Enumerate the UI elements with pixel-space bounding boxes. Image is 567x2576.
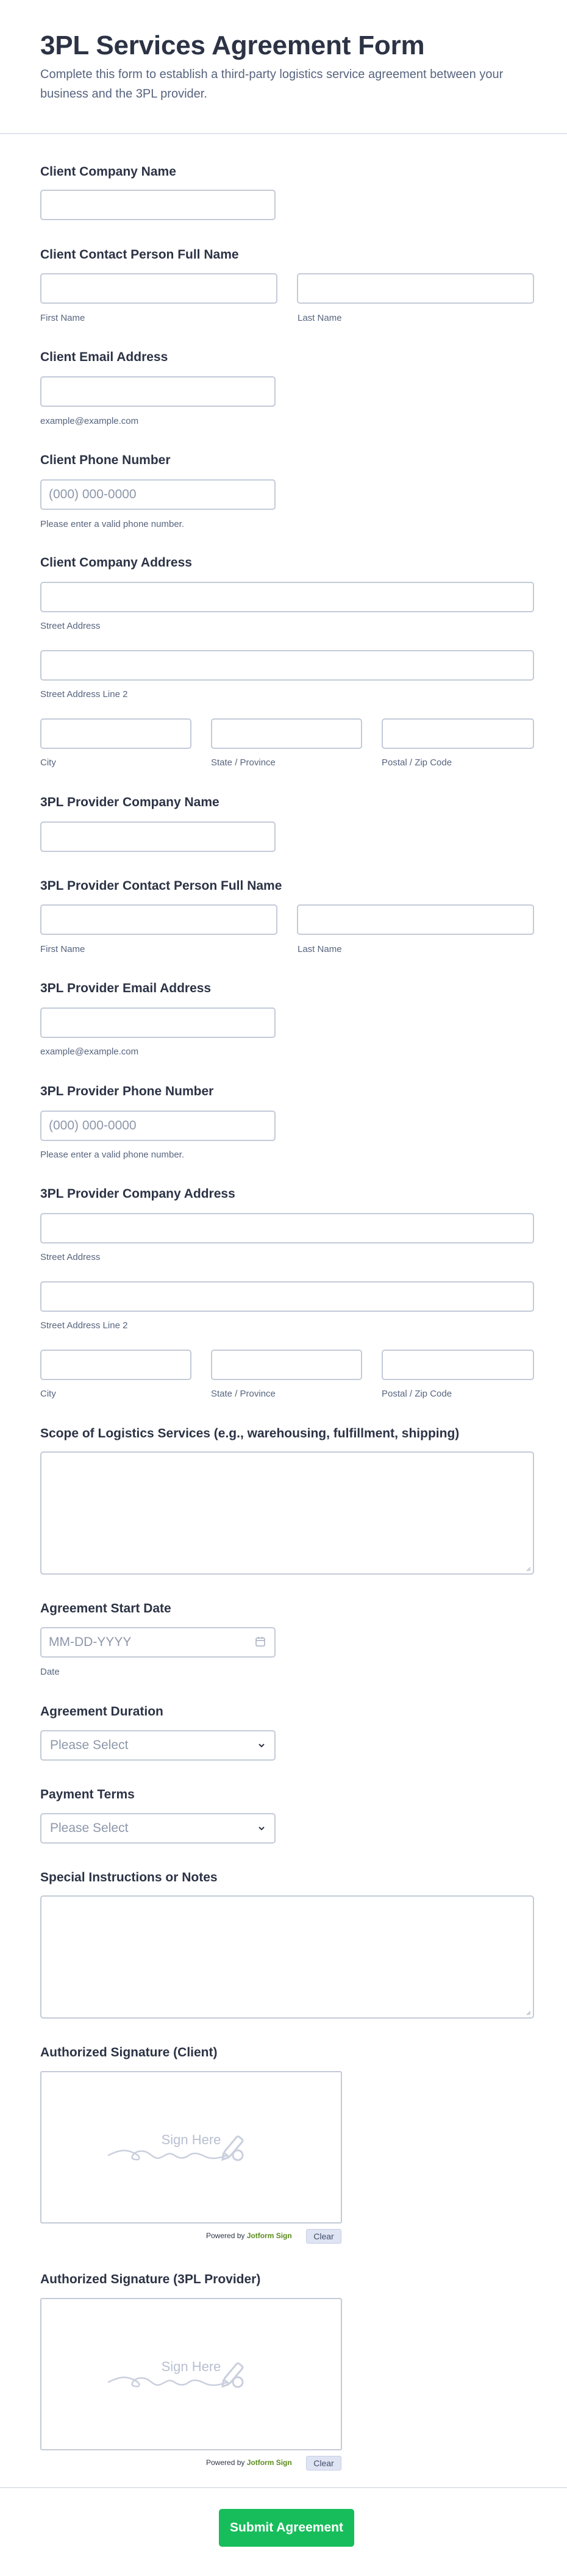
form-footer (0, 2487, 567, 2576)
duration-select[interactable] (40, 1730, 276, 1761)
chevron-down-icon (257, 1824, 266, 1833)
client-phone-input[interactable]: (000) 000-0000 (40, 479, 276, 510)
duration-selected: Please Select (50, 1738, 129, 1752)
scope-textarea[interactable] (40, 1451, 534, 1575)
provider-email-input[interactable] (40, 1007, 276, 1038)
provider-city-input[interactable] (40, 1350, 191, 1380)
client-contact-label: Client Contact Person Full Name (40, 248, 239, 262)
client-street-input[interactable] (40, 582, 534, 612)
form-subtitle: Complete this form to establish a third-party logistics service agreement between your business and the 3PL provider. (40, 68, 504, 101)
start-date-label: Agreement Start Date (40, 1601, 171, 1615)
start-date-placeholder: MM-DD-YYYY (49, 1635, 132, 1649)
client-last-name-sublabel: Last Name (298, 313, 342, 323)
payment-terms-selected: Please Select (50, 1821, 129, 1835)
client-street2-input[interactable] (40, 650, 534, 681)
sig-provider-label: Authorized Signature (3PL Provider) (40, 2272, 261, 2286)
client-zip-sublabel: Postal / Zip Code (382, 757, 452, 768)
client-first-name-input[interactable] (40, 273, 277, 304)
scope-label: Scope of Logistics Services (e.g., warehousing, fulfillment, shipping) (40, 1426, 460, 1440)
client-phone-label: Client Phone Number (40, 453, 171, 467)
form-header (0, 0, 567, 134)
client-first-name-sublabel: First Name (40, 313, 85, 323)
client-address-label: Client Company Address (40, 556, 192, 570)
provider-street-input[interactable] (40, 1213, 534, 1243)
sig-provider-clear-button[interactable]: Clear (306, 2456, 341, 2470)
duration-label: Agreement Duration (40, 1705, 163, 1719)
sig-client-powered: Powered by Jotform Sign (206, 2231, 292, 2240)
notes-textarea[interactable] (40, 1895, 534, 2019)
resize-grip-icon[interactable] (525, 1565, 531, 1572)
client-email-label: Client Email Address (40, 350, 168, 364)
client-phone-sublabel: Please enter a valid phone number. (40, 519, 184, 529)
provider-first-name-input[interactable] (40, 904, 277, 935)
submit-button[interactable]: Submit Agreement (219, 2509, 354, 2547)
client-state-sublabel: State / Province (211, 757, 276, 768)
provider-state-input[interactable] (211, 1350, 362, 1380)
payment-terms-select[interactable] (40, 1813, 276, 1844)
provider-company-name-label: 3PL Provider Company Name (40, 795, 219, 809)
sig-client-clear-button[interactable]: Clear (306, 2229, 341, 2244)
provider-first-name-sublabel: First Name (40, 944, 85, 954)
client-email-sublabel: example@example.com (40, 416, 139, 426)
chevron-down-icon (257, 1741, 266, 1750)
provider-zip-input[interactable] (382, 1350, 534, 1380)
client-city-input[interactable] (40, 718, 191, 749)
sig-provider-powered: Powered by Jotform Sign (206, 2458, 292, 2467)
provider-zip-sublabel: Postal / Zip Code (382, 1389, 452, 1399)
sig-provider-pad[interactable] (40, 2298, 342, 2450)
client-zip-input[interactable] (382, 718, 534, 749)
start-date-input[interactable] (40, 1627, 276, 1658)
provider-phone-sublabel: Please enter a valid phone number. (40, 1150, 184, 1160)
provider-last-name-input[interactable] (297, 904, 534, 935)
provider-email-label: 3PL Provider Email Address (40, 981, 212, 995)
sig-provider-placeholder: Sign Here (161, 2359, 221, 2374)
calendar-icon[interactable] (255, 1636, 266, 1647)
provider-street-sublabel: Street Address (40, 1252, 101, 1262)
resize-grip-icon[interactable] (525, 2009, 531, 2016)
provider-email-sublabel: example@example.com (40, 1046, 139, 1057)
client-state-input[interactable] (211, 718, 362, 749)
provider-company-name-input[interactable] (40, 821, 276, 852)
notes-label: Special Instructions or Notes (40, 1870, 218, 1884)
provider-address-label: 3PL Provider Company Address (40, 1187, 235, 1201)
provider-street2-sublabel: Street Address Line 2 (40, 1320, 128, 1331)
form-title: 3PL Services Agreement Form (40, 30, 425, 60)
provider-contact-label: 3PL Provider Contact Person Full Name (40, 879, 282, 893)
provider-last-name-sublabel: Last Name (298, 944, 342, 954)
payment-terms-label: Payment Terms (40, 1787, 135, 1801)
provider-phone-label: 3PL Provider Phone Number (40, 1084, 214, 1098)
client-email-input[interactable] (40, 376, 276, 407)
provider-phone-input[interactable]: (000) 000-0000 (40, 1111, 276, 1141)
client-street-sublabel: Street Address (40, 621, 101, 631)
client-company-name-label: Client Company Name (40, 165, 176, 179)
client-city-sublabel: City (40, 757, 56, 768)
provider-city-sublabel: City (40, 1389, 56, 1399)
client-company-name-input[interactable] (40, 190, 276, 220)
sig-client-pad[interactable] (40, 2071, 342, 2224)
client-street2-sublabel: Street Address Line 2 (40, 689, 128, 699)
client-last-name-input[interactable] (297, 273, 534, 304)
sig-client-placeholder: Sign Here (161, 2132, 221, 2147)
provider-state-sublabel: State / Province (211, 1389, 276, 1399)
start-date-sublabel: Date (40, 1667, 60, 1677)
provider-street2-input[interactable] (40, 1281, 534, 1312)
sig-client-label: Authorized Signature (Client) (40, 2045, 218, 2059)
